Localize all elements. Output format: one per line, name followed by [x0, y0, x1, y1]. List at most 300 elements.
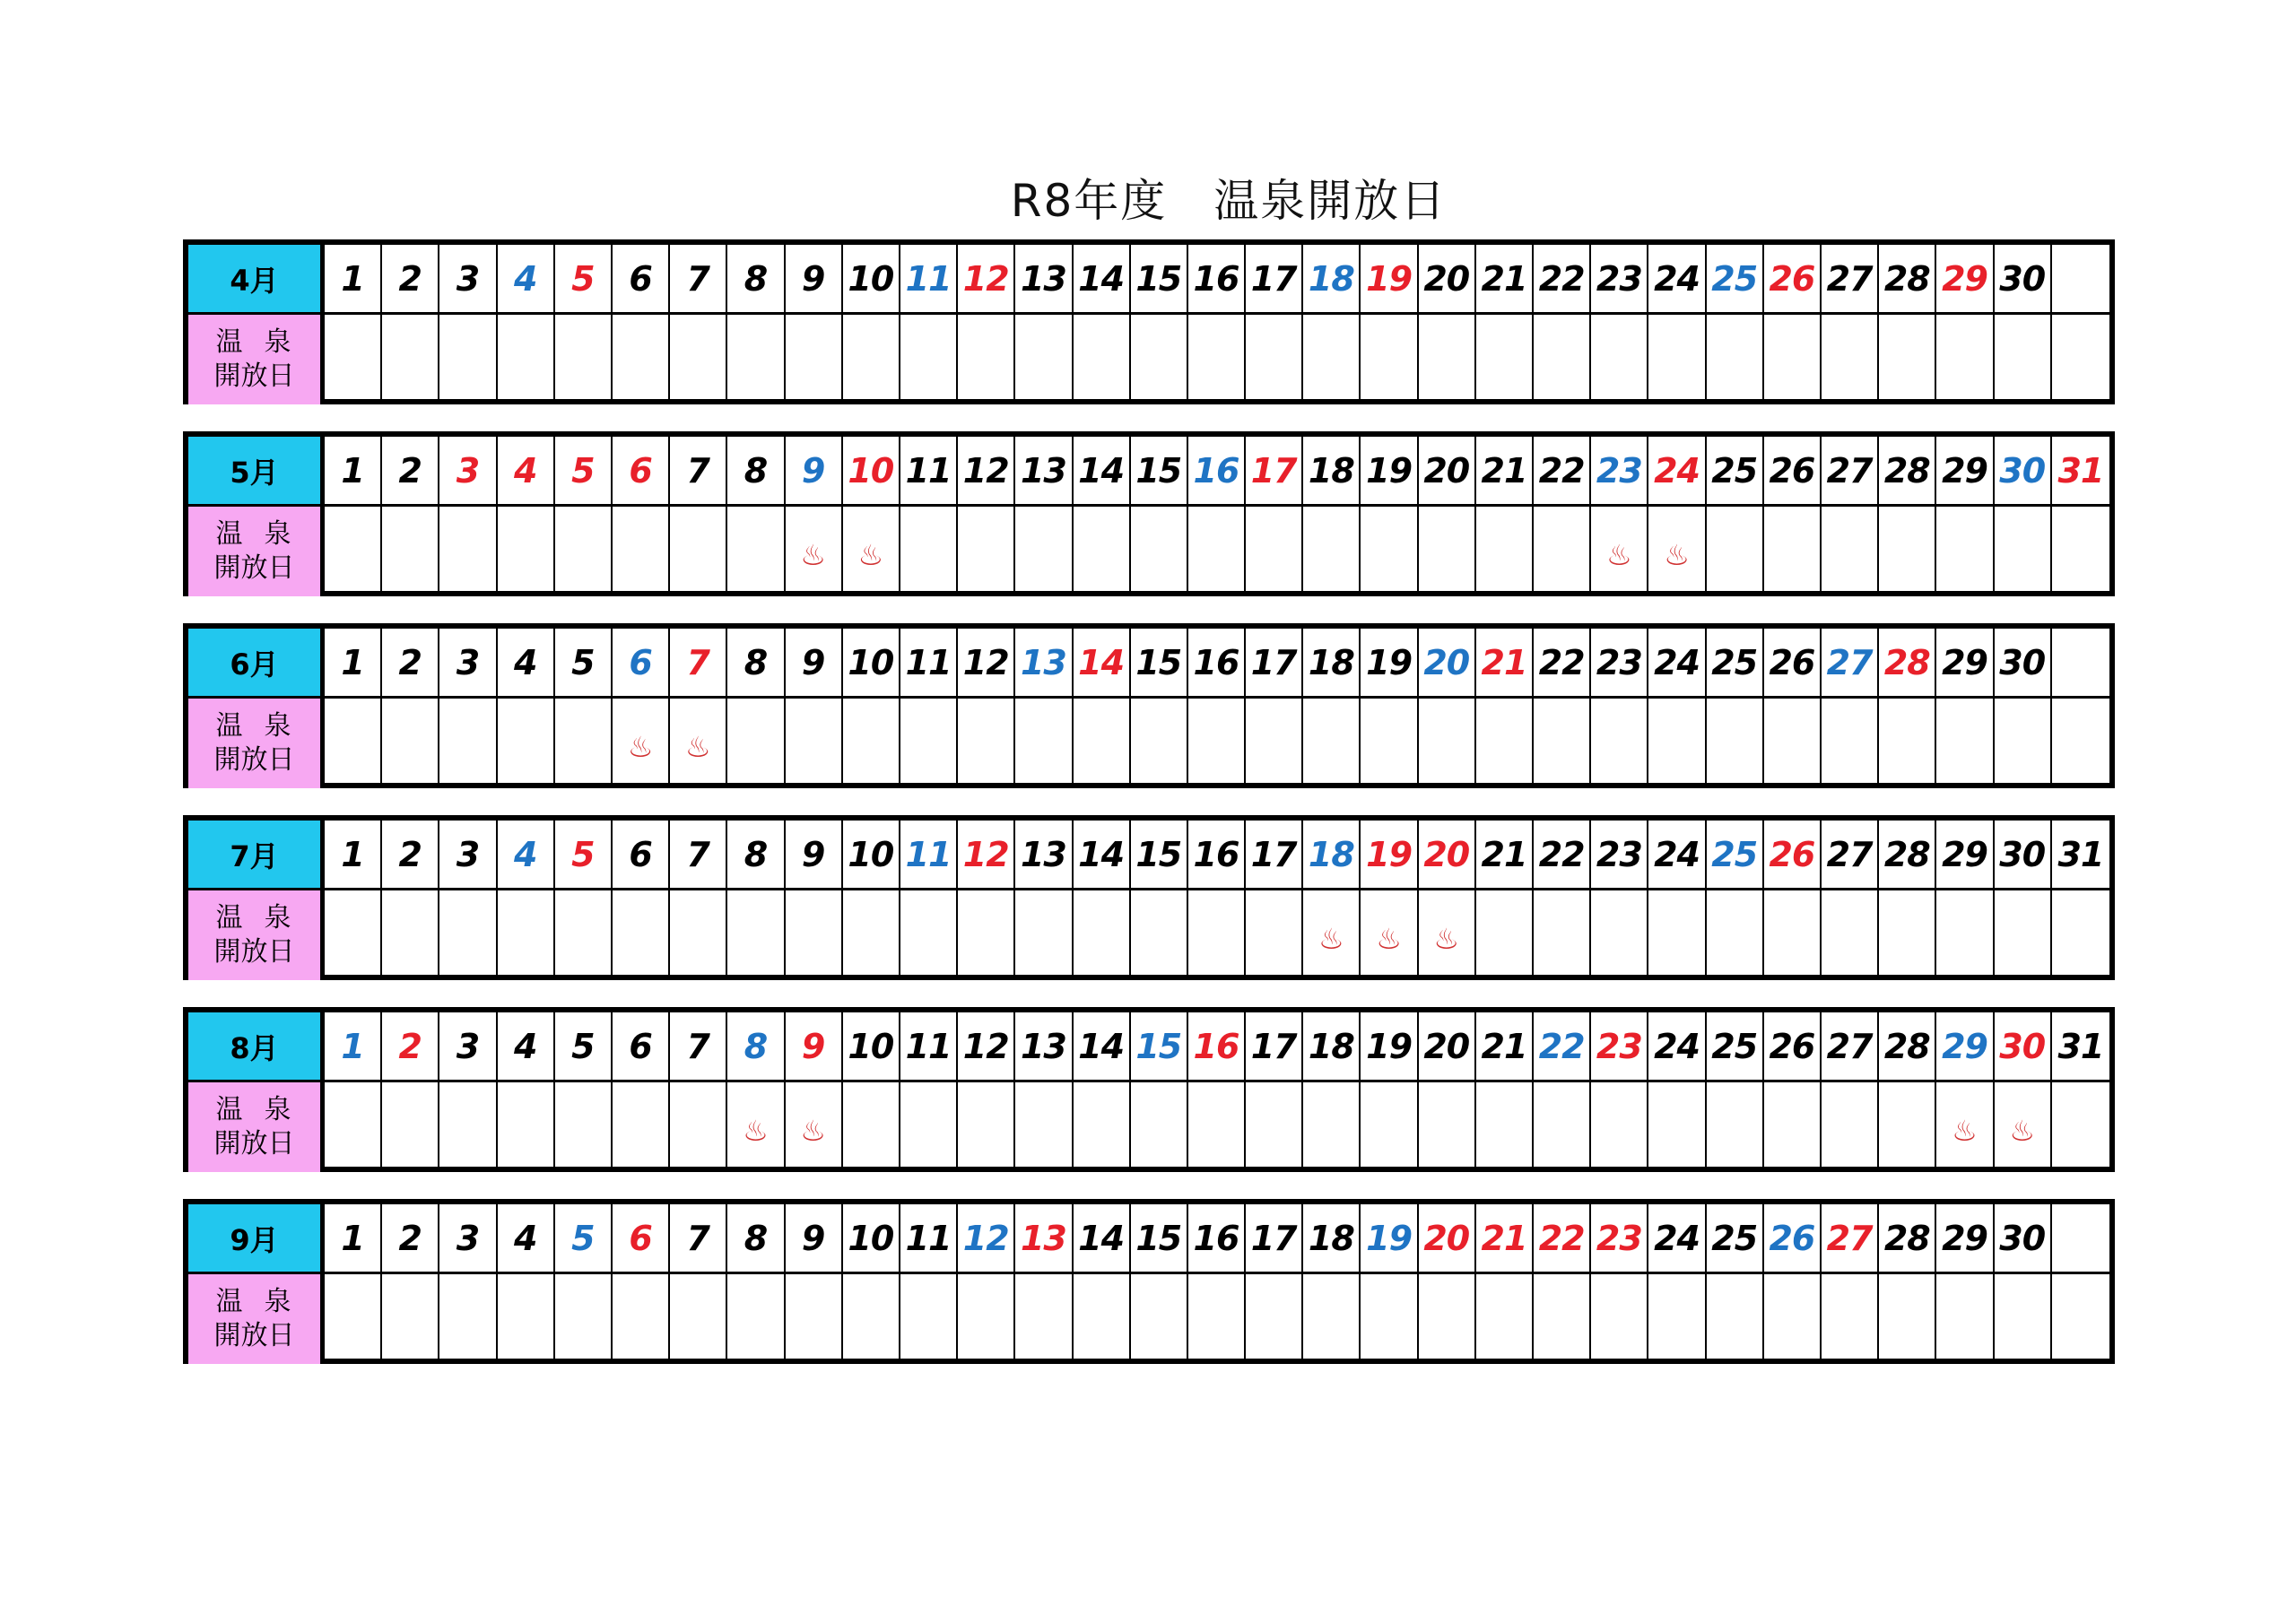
day-number: 12: [958, 437, 1015, 507]
day-number: 11: [900, 1012, 958, 1082]
onsen-cell: [325, 1274, 382, 1364]
day-number: 29: [1936, 821, 1994, 890]
day-number: 15: [1131, 245, 1188, 315]
onsen-cell: [1648, 1082, 1706, 1172]
hot-spring-icon: ♨: [684, 730, 711, 764]
month-block: [183, 239, 2115, 404]
day-number: 14: [1074, 437, 1131, 507]
day-number: 12: [958, 245, 1015, 315]
onsen-cell: [1303, 699, 1361, 788]
onsen-cell: [786, 1274, 843, 1364]
day-number: 5: [555, 1012, 613, 1082]
day-number: 17: [1246, 437, 1303, 507]
onsen-cell: [1476, 890, 1534, 980]
day-number: 20: [1419, 629, 1476, 699]
day-number: [2052, 1204, 2109, 1274]
day-number: 6: [613, 245, 670, 315]
onsen-cell: [613, 890, 670, 980]
day-number: 14: [1074, 1204, 1131, 1274]
onsen-cell: [1074, 890, 1131, 980]
day-number: 3: [439, 1204, 497, 1274]
day-number: 25: [1707, 629, 1764, 699]
day-number: 24: [1648, 1204, 1706, 1274]
day-number: 28: [1879, 1012, 1936, 1082]
day-number: 31: [2052, 1012, 2109, 1082]
day-number: 12: [958, 821, 1015, 890]
onsen-cell: [498, 1274, 555, 1364]
onsen-cell: [1303, 890, 1361, 980]
onsen-cell: [1707, 1274, 1764, 1364]
day-number: 15: [1131, 629, 1188, 699]
hot-spring-icon: ♨: [1433, 922, 1460, 956]
day-number: 12: [958, 1204, 1015, 1274]
day-number: 27: [1822, 629, 1879, 699]
onsen-cell: [1764, 890, 1822, 980]
day-number: 22: [1534, 245, 1591, 315]
hot-spring-icon: ♨: [800, 538, 826, 572]
day-number: 1: [325, 1012, 382, 1082]
onsen-cell: [1534, 699, 1591, 788]
onsen-cell: [1591, 890, 1648, 980]
day-number: 19: [1361, 821, 1418, 890]
day-number: 27: [1822, 1204, 1879, 1274]
onsen-cell: [900, 1082, 958, 1172]
onsen-label-line2: 開放日: [213, 1128, 295, 1159]
onsen-cell: [1476, 315, 1534, 404]
onsen-cell: [382, 1082, 439, 1172]
onsen-cell: [325, 699, 382, 788]
day-number: 16: [1188, 245, 1246, 315]
onsen-cell: [843, 1274, 900, 1364]
onsen-cell: [1879, 890, 1936, 980]
day-number: 8: [727, 1204, 785, 1274]
day-number: 7: [670, 437, 727, 507]
onsen-cell: [2052, 699, 2109, 788]
day-number: 12: [958, 1012, 1015, 1082]
onsen-cell: [1879, 507, 1936, 596]
onsen-cell: [1822, 1082, 1879, 1172]
day-number: 13: [1015, 245, 1073, 315]
day-number: 22: [1534, 1204, 1591, 1274]
onsen-cell: [1188, 1274, 1246, 1364]
onsen-cell: [1995, 315, 2052, 404]
onsen-cell: [786, 507, 843, 596]
day-number: 19: [1361, 1012, 1418, 1082]
onsen-cell: [498, 1082, 555, 1172]
hot-spring-icon: ♨: [743, 1114, 769, 1148]
onsen-cell: [958, 507, 1015, 596]
day-number: 15: [1131, 821, 1188, 890]
onsen-row-label: [188, 315, 325, 404]
day-number: 19: [1361, 245, 1418, 315]
day-number: 28: [1879, 821, 1936, 890]
onsen-label-line2: 開放日: [213, 936, 295, 968]
onsen-cell: [1822, 507, 1879, 596]
day-number: 29: [1936, 1012, 1994, 1082]
onsen-cell: [382, 1274, 439, 1364]
onsen-cell: [555, 1274, 613, 1364]
onsen-cell: [843, 315, 900, 404]
day-number: 20: [1419, 1204, 1476, 1274]
day-number: 25: [1707, 1012, 1764, 1082]
onsen-row-label: [188, 1082, 325, 1172]
month-label: 5月: [188, 437, 325, 507]
onsen-cell: [1361, 890, 1418, 980]
onsen-cell: [727, 699, 785, 788]
onsen-cell: [1936, 699, 1994, 788]
onsen-cell: [1936, 1082, 1994, 1172]
onsen-cell: [613, 315, 670, 404]
day-number: 1: [325, 437, 382, 507]
onsen-cell: [958, 699, 1015, 788]
day-number: 17: [1246, 629, 1303, 699]
onsen-cell: [1822, 1274, 1879, 1364]
day-number: 17: [1246, 821, 1303, 890]
onsen-cell: [958, 315, 1015, 404]
day-number: 8: [727, 629, 785, 699]
onsen-cell: [1131, 699, 1188, 788]
onsen-cell: [1074, 507, 1131, 596]
day-number: 18: [1303, 629, 1361, 699]
day-number: 11: [900, 245, 958, 315]
day-number: 9: [786, 245, 843, 315]
onsen-cell: [1995, 890, 2052, 980]
day-number: 7: [670, 629, 727, 699]
day-number: 2: [382, 437, 439, 507]
day-number: 13: [1015, 629, 1073, 699]
onsen-cell: [1074, 315, 1131, 404]
day-number: 3: [439, 629, 497, 699]
day-number: 30: [1995, 437, 2052, 507]
day-number: 23: [1591, 821, 1648, 890]
day-number: 26: [1764, 629, 1822, 699]
onsen-cell: [382, 507, 439, 596]
day-number: 19: [1361, 437, 1418, 507]
day-number: 14: [1074, 629, 1131, 699]
day-number: 30: [1995, 821, 2052, 890]
day-number: 24: [1648, 629, 1706, 699]
day-number: 19: [1361, 1204, 1418, 1274]
hot-spring-icon: ♨: [1664, 538, 1690, 572]
onsen-label-line1: 温泉: [215, 710, 313, 742]
day-number: 4: [498, 1204, 555, 1274]
onsen-cell: [1591, 1082, 1648, 1172]
onsen-cell: [1419, 699, 1476, 788]
onsen-cell: [958, 890, 1015, 980]
onsen-cell: [325, 890, 382, 980]
onsen-cell: [1707, 315, 1764, 404]
day-number: 20: [1419, 245, 1476, 315]
day-number: 3: [439, 245, 497, 315]
day-number: 26: [1764, 821, 1822, 890]
month-label: 7月: [188, 821, 325, 890]
onsen-cell: [1015, 507, 1073, 596]
day-number: 13: [1015, 437, 1073, 507]
day-number: 7: [670, 1012, 727, 1082]
day-number: 21: [1476, 821, 1534, 890]
day-number: 13: [1015, 821, 1073, 890]
day-number: 18: [1303, 821, 1361, 890]
onsen-cell: [1879, 315, 1936, 404]
onsen-cell: [498, 315, 555, 404]
onsen-cell: [1131, 1082, 1188, 1172]
onsen-cell: [1246, 507, 1303, 596]
month-label: 6月: [188, 629, 325, 699]
onsen-cell: [1015, 890, 1073, 980]
onsen-cell: [1246, 699, 1303, 788]
day-number: 2: [382, 245, 439, 315]
day-number: 16: [1188, 821, 1246, 890]
day-number: 4: [498, 821, 555, 890]
onsen-cell: [958, 1082, 1015, 1172]
onsen-cell: [900, 315, 958, 404]
onsen-cell: [1419, 507, 1476, 596]
day-number: 13: [1015, 1204, 1073, 1274]
onsen-cell: [1764, 1082, 1822, 1172]
day-number: 16: [1188, 1012, 1246, 1082]
onsen-cell: [1361, 699, 1418, 788]
page-title: R8年度 温泉開放日: [1010, 175, 1448, 227]
onsen-cell: [1074, 1082, 1131, 1172]
day-number: 17: [1246, 245, 1303, 315]
onsen-cell: [1074, 1274, 1131, 1364]
day-number: 10: [843, 245, 900, 315]
onsen-cell: [1879, 1274, 1936, 1364]
onsen-cell: [1995, 1082, 2052, 1172]
day-number: 31: [2052, 821, 2109, 890]
day-number: 27: [1822, 1012, 1879, 1082]
day-number: 7: [670, 245, 727, 315]
onsen-cell: [1015, 315, 1073, 404]
onsen-cell: [498, 507, 555, 596]
onsen-cell: [958, 1274, 1015, 1364]
day-number: 19: [1361, 629, 1418, 699]
day-number: 6: [613, 1204, 670, 1274]
month-label: 4月: [188, 245, 325, 315]
day-number: 21: [1476, 629, 1534, 699]
onsen-cell: [786, 315, 843, 404]
hot-spring-icon: ♨: [1952, 1114, 1978, 1148]
day-number: 16: [1188, 1204, 1246, 1274]
day-number: 1: [325, 629, 382, 699]
onsen-cell: [1534, 1274, 1591, 1364]
onsen-cell: [786, 890, 843, 980]
onsen-label-line2: 開放日: [213, 552, 295, 584]
day-number: 30: [1995, 1204, 2052, 1274]
onsen-cell: [1303, 1082, 1361, 1172]
onsen-cell: [382, 699, 439, 788]
onsen-cell: [1591, 1274, 1648, 1364]
onsen-cell: [1591, 315, 1648, 404]
onsen-cell: [555, 315, 613, 404]
day-number: 16: [1188, 629, 1246, 699]
day-number: 11: [900, 437, 958, 507]
day-number: 11: [900, 821, 958, 890]
onsen-cell: [1707, 699, 1764, 788]
onsen-cell: [843, 1082, 900, 1172]
day-number: 20: [1419, 821, 1476, 890]
onsen-cell: [1419, 315, 1476, 404]
day-number: 15: [1131, 1204, 1188, 1274]
day-number: 21: [1476, 437, 1534, 507]
day-number: 5: [555, 1204, 613, 1274]
day-number: 5: [555, 629, 613, 699]
onsen-cell: [2052, 507, 2109, 596]
onsen-row-label: [188, 507, 325, 596]
onsen-cell: [1936, 507, 1994, 596]
day-number: 25: [1707, 1204, 1764, 1274]
day-number: 5: [555, 245, 613, 315]
onsen-cell: [843, 699, 900, 788]
day-number: 27: [1822, 821, 1879, 890]
day-number: 30: [1995, 245, 2052, 315]
onsen-cell: [1361, 1082, 1418, 1172]
onsen-cell: [1764, 1274, 1822, 1364]
day-number: 26: [1764, 437, 1822, 507]
day-number: 11: [900, 1204, 958, 1274]
day-number: 9: [786, 1012, 843, 1082]
day-number: 12: [958, 629, 1015, 699]
onsen-cell: [727, 315, 785, 404]
day-number: 23: [1591, 245, 1648, 315]
onsen-cell: [1995, 1274, 2052, 1364]
day-number: 15: [1131, 1012, 1188, 1082]
onsen-cell: [1246, 1082, 1303, 1172]
onsen-cell: [1648, 890, 1706, 980]
onsen-label-line1: 温泉: [215, 1286, 313, 1317]
onsen-cell: [613, 1082, 670, 1172]
onsen-cell: [1648, 699, 1706, 788]
day-number: 10: [843, 437, 900, 507]
onsen-cell: [1764, 699, 1822, 788]
day-number: 11: [900, 629, 958, 699]
onsen-cell: [1648, 507, 1706, 596]
day-number: 10: [843, 629, 900, 699]
day-number: 17: [1246, 1012, 1303, 1082]
day-number: 22: [1534, 821, 1591, 890]
day-number: 14: [1074, 245, 1131, 315]
day-number: 26: [1764, 1204, 1822, 1274]
onsen-cell: [1246, 1274, 1303, 1364]
day-number: 25: [1707, 821, 1764, 890]
day-number: 29: [1936, 1204, 1994, 1274]
onsen-cell: [1822, 699, 1879, 788]
onsen-cell: [1015, 1274, 1073, 1364]
day-number: 14: [1074, 821, 1131, 890]
onsen-cell: [1534, 507, 1591, 596]
day-number: 8: [727, 1012, 785, 1082]
day-number: 22: [1534, 629, 1591, 699]
onsen-cell: [498, 890, 555, 980]
onsen-cell: [1534, 890, 1591, 980]
onsen-cell: [1015, 699, 1073, 788]
day-number: 26: [1764, 245, 1822, 315]
onsen-cell: [727, 507, 785, 596]
day-number: 10: [843, 1012, 900, 1082]
hot-spring-icon: ♨: [1376, 922, 1402, 956]
day-number: 7: [670, 821, 727, 890]
onsen-cell: [1419, 1082, 1476, 1172]
onsen-cell: [382, 315, 439, 404]
month-block: [183, 815, 2115, 980]
onsen-cell: [843, 890, 900, 980]
onsen-cell: [1131, 890, 1188, 980]
onsen-cell: [727, 890, 785, 980]
day-number: 10: [843, 1204, 900, 1274]
day-number: 29: [1936, 437, 1994, 507]
day-number: [2052, 245, 2109, 315]
onsen-cell: [1419, 890, 1476, 980]
day-number: 2: [382, 1012, 439, 1082]
onsen-cell: [2052, 1082, 2109, 1172]
day-number: 25: [1707, 437, 1764, 507]
onsen-cell: [1188, 315, 1246, 404]
day-number: 18: [1303, 245, 1361, 315]
onsen-cell: [1534, 1082, 1591, 1172]
onsen-cell: [1707, 1082, 1764, 1172]
onsen-cell: [1936, 1274, 1994, 1364]
day-number: 1: [325, 821, 382, 890]
onsen-cell: [1361, 315, 1418, 404]
onsen-cell: [1361, 1274, 1418, 1364]
onsen-cell: [900, 890, 958, 980]
onsen-cell: [613, 699, 670, 788]
onsen-cell: [439, 315, 497, 404]
day-number: 28: [1879, 1204, 1936, 1274]
onsen-cell: [727, 1274, 785, 1364]
onsen-cell: [786, 699, 843, 788]
month-block: [183, 431, 2115, 596]
month-label: 8月: [188, 1012, 325, 1082]
day-number: 18: [1303, 1204, 1361, 1274]
onsen-cell: [727, 1082, 785, 1172]
hot-spring-icon: ♨: [1318, 922, 1344, 956]
onsen-cell: [439, 507, 497, 596]
day-number: 16: [1188, 437, 1246, 507]
calendar: [183, 239, 2115, 1391]
onsen-cell: [1534, 315, 1591, 404]
day-number: 5: [555, 437, 613, 507]
onsen-cell: [670, 1274, 727, 1364]
day-number: 4: [498, 629, 555, 699]
onsen-cell: [670, 1082, 727, 1172]
onsen-label-line2: 開放日: [213, 360, 295, 392]
day-number: 25: [1707, 245, 1764, 315]
onsen-label-line2: 開放日: [213, 1320, 295, 1351]
onsen-cell: [1764, 315, 1822, 404]
day-number: 9: [786, 437, 843, 507]
day-number: [2052, 629, 2109, 699]
hot-spring-icon: ♨: [1606, 538, 1632, 572]
onsen-cell: [1188, 507, 1246, 596]
onsen-cell: [325, 507, 382, 596]
day-number: 21: [1476, 245, 1534, 315]
onsen-cell: [613, 1274, 670, 1364]
hot-spring-icon: ♨: [2009, 1114, 2036, 1148]
onsen-cell: [900, 507, 958, 596]
onsen-cell: [786, 1082, 843, 1172]
day-number: 29: [1936, 245, 1994, 315]
onsen-cell: [325, 315, 382, 404]
day-number: 23: [1591, 1204, 1648, 1274]
onsen-cell: [1188, 890, 1246, 980]
onsen-cell: [1995, 699, 2052, 788]
day-number: 18: [1303, 1012, 1361, 1082]
day-number: 27: [1822, 437, 1879, 507]
onsen-cell: [1131, 507, 1188, 596]
day-number: 2: [382, 629, 439, 699]
onsen-cell: [1074, 699, 1131, 788]
